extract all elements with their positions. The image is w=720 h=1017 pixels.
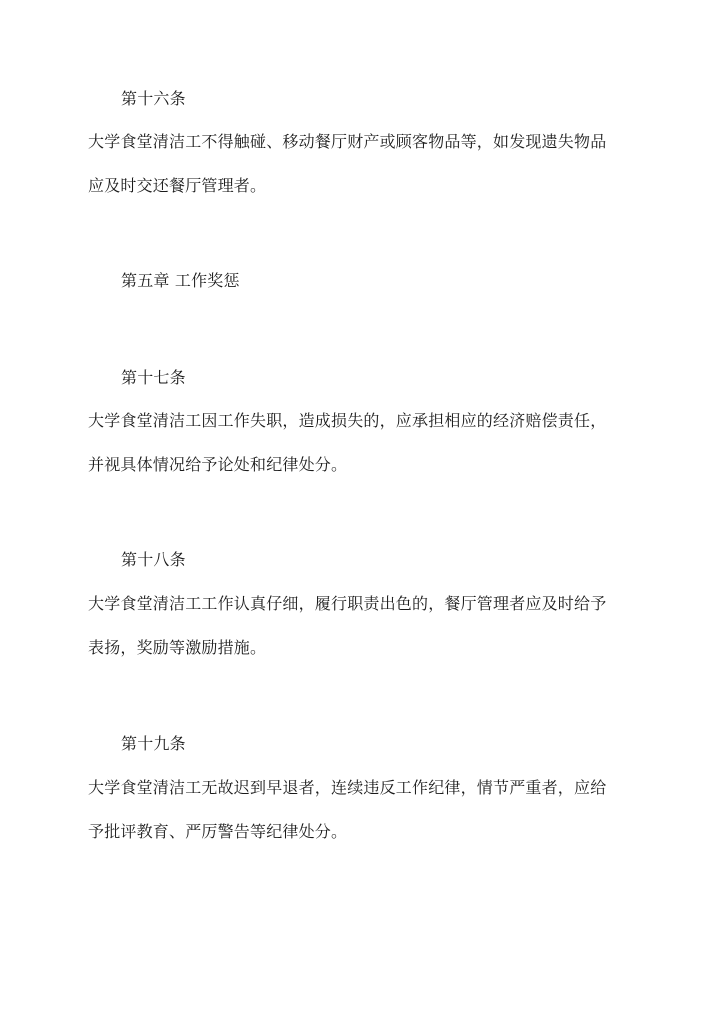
article-18-text-line-1: 大学食堂清洁工工作认真仔细，履行职责出色的，餐厅管理者应及时给予 [88, 594, 607, 613]
article-16-heading: 第十六条 [121, 89, 186, 108]
article-19-text-line-2: 予批评教育、严厉警告等纪律处分。 [88, 822, 348, 841]
article-18-text-line-2: 表扬，奖励等激励措施。 [88, 638, 267, 657]
article-16-text-line-1: 大学食堂清洁工不得触碰、移动餐厅财产或顾客物品等，如发现遗失物品 [88, 132, 607, 151]
article-19-heading: 第十九条 [121, 734, 186, 753]
article-16-text-line-2: 应及时交还餐厅管理者。 [88, 176, 267, 195]
article-17-text-line-1: 大学食堂清洁工因工作失职，造成损失的，应承担相应的经济赔偿责任， [88, 411, 607, 430]
chapter-5-heading: 第五章 工作奖惩 [121, 271, 240, 290]
article-18-heading: 第十八条 [121, 550, 186, 569]
article-19-text-line-1: 大学食堂清洁工无故迟到早退者，连续违反工作纪律，情节严重者，应给 [88, 778, 607, 797]
article-17-heading: 第十七条 [121, 368, 186, 387]
article-17-text-line-2: 并视具体情况给予论处和纪律处分。 [88, 455, 348, 474]
